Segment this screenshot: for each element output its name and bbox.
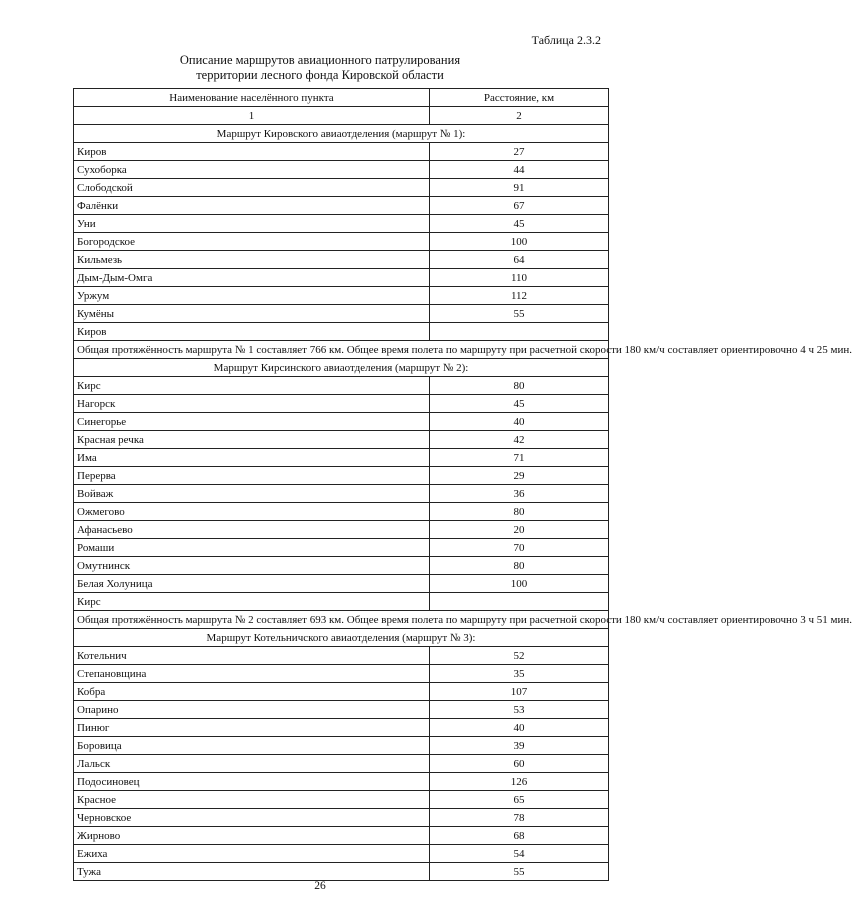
settlement-name: Има	[74, 449, 430, 467]
caption-line-1: Описание маршрутов авиационного патрулирования	[179, 53, 461, 67]
route-summary-row	[74, 341, 609, 359]
table-row	[74, 467, 609, 485]
table-row	[74, 179, 609, 197]
settlement-name: Афанасьево	[74, 521, 430, 539]
settlement-name: Жирново	[74, 827, 430, 845]
distance-km: 80	[430, 377, 609, 395]
settlement-name: Боровица	[74, 737, 430, 755]
distance-km: 27	[430, 143, 609, 161]
route-title-row	[74, 359, 609, 377]
table-row	[74, 503, 609, 521]
distance-km	[430, 323, 609, 341]
settlement-name: Красное	[74, 791, 430, 809]
table-row	[74, 305, 609, 323]
distance-km: 36	[430, 485, 609, 503]
header-number-1: 1	[74, 107, 430, 125]
header-number-row	[74, 107, 609, 125]
distance-km: 80	[430, 557, 609, 575]
settlement-name: Кильмезь	[74, 251, 430, 269]
distance-km: 107	[430, 683, 609, 701]
table-row	[74, 161, 609, 179]
routes-table-body	[74, 89, 852, 881]
table-row	[74, 197, 609, 215]
distance-km: 39	[430, 737, 609, 755]
table-row	[74, 863, 609, 881]
settlement-name: Дым-Дым-Омга	[74, 269, 430, 287]
settlement-name: Красная речка	[74, 431, 430, 449]
settlement-name: Сухоборка	[74, 161, 430, 179]
settlement-name: Кирс	[74, 593, 430, 611]
settlement-name: Слободской	[74, 179, 430, 197]
table-row	[74, 557, 609, 575]
settlement-name: Войваж	[74, 485, 430, 503]
distance-km: 65	[430, 791, 609, 809]
distance-km: 126	[430, 773, 609, 791]
distance-km: 100	[430, 233, 609, 251]
table-row	[74, 683, 609, 701]
table-row	[74, 485, 609, 503]
table-row	[74, 791, 609, 809]
table-row	[74, 845, 609, 863]
settlement-name: Ромаши	[74, 539, 430, 557]
table-row	[74, 827, 609, 845]
distance-km: 45	[430, 215, 609, 233]
header-distance: Расстояние, км	[430, 89, 609, 107]
table-row	[74, 809, 609, 827]
settlement-name: Богородское	[74, 233, 430, 251]
table-row	[74, 377, 609, 395]
distance-km: 53	[430, 701, 609, 719]
distance-km: 78	[430, 809, 609, 827]
header-settlement: Наименование населённого пункта	[74, 89, 430, 107]
distance-km: 52	[430, 647, 609, 665]
table-row	[74, 593, 609, 611]
route-title-row	[74, 629, 609, 647]
settlement-name: Фалёнки	[74, 197, 430, 215]
table-row	[74, 413, 609, 431]
table-row	[74, 431, 609, 449]
route-title: Маршрут Кировского авиаотделения (маршрут № 1):	[74, 125, 609, 143]
distance-km: 70	[430, 539, 609, 557]
settlement-name: Кумёны	[74, 305, 430, 323]
table-row	[74, 539, 609, 557]
settlement-name: Белая Холуница	[74, 575, 430, 593]
distance-km: 110	[430, 269, 609, 287]
distance-km: 20	[430, 521, 609, 539]
header-number-2: 2	[430, 107, 609, 125]
distance-km: 44	[430, 161, 609, 179]
distance-km: 71	[430, 449, 609, 467]
route-title: Маршрут Котельничского авиаотделения (маршрут № 3):	[74, 629, 609, 647]
distance-km: 42	[430, 431, 609, 449]
distance-km: 45	[430, 395, 609, 413]
table-row	[74, 773, 609, 791]
table-row	[74, 701, 609, 719]
distance-km: 40	[430, 719, 609, 737]
settlement-name: Киров	[74, 143, 430, 161]
settlement-name: Опарино	[74, 701, 430, 719]
table-label: Таблица 2.3.2	[531, 33, 601, 47]
table-row	[74, 665, 609, 683]
settlement-name: Синегорье	[74, 413, 430, 431]
table-caption	[0, 53, 640, 83]
settlement-name: Ежиха	[74, 845, 430, 863]
distance-km: 80	[430, 503, 609, 521]
distance-km	[430, 593, 609, 611]
settlement-name: Перерва	[74, 467, 430, 485]
table-row	[74, 287, 609, 305]
table-row	[74, 251, 609, 269]
settlement-name: Уни	[74, 215, 430, 233]
caption-line-2: территории лесного фонда Кировской области	[196, 68, 444, 82]
table-row	[74, 323, 609, 341]
distance-km: 68	[430, 827, 609, 845]
table-row	[74, 215, 609, 233]
table-row	[74, 233, 609, 251]
settlement-name: Подосиновец	[74, 773, 430, 791]
distance-km: 100	[430, 575, 609, 593]
route-summary-row	[74, 611, 609, 629]
route-title-row	[74, 125, 609, 143]
settlement-name: Омутнинск	[74, 557, 430, 575]
table-row	[74, 719, 609, 737]
settlement-name: Степановщина	[74, 665, 430, 683]
settlement-name: Кобра	[74, 683, 430, 701]
routes-table	[73, 88, 852, 881]
distance-km: 40	[430, 413, 609, 431]
distance-km: 60	[430, 755, 609, 773]
distance-km: 54	[430, 845, 609, 863]
table-row	[74, 395, 609, 413]
distance-km: 91	[430, 179, 609, 197]
table-row	[74, 143, 609, 161]
table-row	[74, 521, 609, 539]
settlement-name: Уржум	[74, 287, 430, 305]
page-number: 26	[314, 880, 326, 892]
header-row	[74, 89, 609, 107]
settlement-name: Пинюг	[74, 719, 430, 737]
route-summary: Общая протяжённость маршрута № 1 составляет 766 км. Общее время полета по маршруту при расчетной скорости 180 км/ч составляет ориентировочно 4 ч 25 мин.	[74, 341, 609, 359]
distance-km: 55	[430, 863, 609, 881]
distance-km: 64	[430, 251, 609, 269]
distance-km: 29	[430, 467, 609, 485]
settlement-name: Котельнич	[74, 647, 430, 665]
settlement-name: Кирс	[74, 377, 430, 395]
table-row	[74, 269, 609, 287]
distance-km: 112	[430, 287, 609, 305]
table-row	[74, 755, 609, 773]
settlement-name: Ожмегово	[74, 503, 430, 521]
settlement-name: Лальск	[74, 755, 430, 773]
distance-km: 67	[430, 197, 609, 215]
settlement-name: Нагорск	[74, 395, 430, 413]
route-summary: Общая протяжённость маршрута № 2 составляет 693 км. Общее время полета по маршруту при расчетной скорости 180 км/ч составляет ориентировочно 3 ч 51 мин.	[74, 611, 609, 629]
table-row	[74, 647, 609, 665]
route-title: Маршрут Кирсинского авиаотделения (маршрут № 2):	[74, 359, 609, 377]
distance-km: 55	[430, 305, 609, 323]
settlement-name: Тужа	[74, 863, 430, 881]
settlement-name: Черновское	[74, 809, 430, 827]
table-row	[74, 575, 609, 593]
table-row	[74, 737, 609, 755]
table-row	[74, 449, 609, 467]
distance-km: 35	[430, 665, 609, 683]
settlement-name: Киров	[74, 323, 430, 341]
